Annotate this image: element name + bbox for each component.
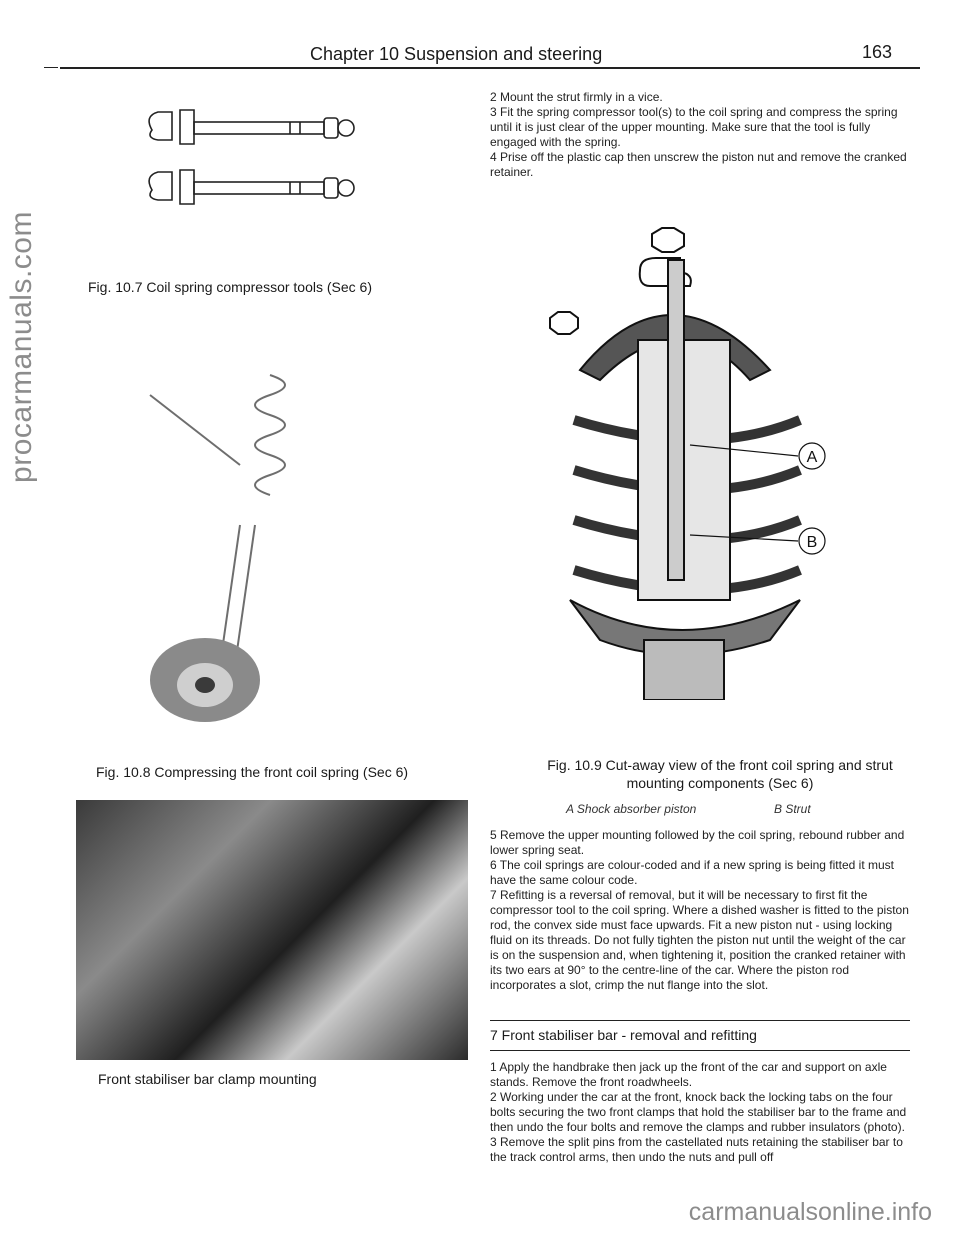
fig-10-8-caption: Fig. 10.8 Compressing the front coil spring (Sec 6) <box>96 764 409 780</box>
steps-top <box>490 90 910 180</box>
legend-a: A Shock absorber piston <box>566 802 697 816</box>
paragraph: 1 Apply the handbrake then jack up the front of the car and support on axle stands. Remove the front roadwheels. <box>490 1060 887 1089</box>
paragraph: 3 Remove the split pins from the castellated nuts retaining the stabiliser bar to the track control arms, then undo the nuts and pull off <box>490 1135 903 1164</box>
bottom-watermark: carmanualsonline.info <box>688 1198 932 1226</box>
paragraph: 4 Prise off the plastic cap then unscrew the piston nut and remove the cranked retainer. <box>490 150 907 179</box>
chapter-title: Chapter 10 Suspension and steering <box>310 44 603 64</box>
section-rule-bottom <box>490 1050 910 1051</box>
paragraph: 5 Remove the upper mounting followed by the coil spring, rebound rubber and lower spring seat. <box>490 828 905 857</box>
fig-10-10-caption: Front stabiliser bar clamp mounting <box>98 1071 317 1087</box>
callout-b: B <box>806 534 818 551</box>
paragraph: 7 Refitting is a reversal of removal, but it will be necessary to first fit the compressor tool to the coil spring. Where a dished washer is fitted to the piston rod, the convex side must face upwards. Fit a new piston nut - using locking fluid on its threads. Do not fully tighten the piston nut until the weight of the car is on the suspension and, when tightening it, position the cranked retainer with its two ears at 90° to the centre-line of the car. Where the piston rod incorporates a slot, crimp the nut flange into the slot. <box>490 888 909 992</box>
fig-10-9-caption: Fig. 10.9 Cut-away view of the front coil spring and strut mounting components (Sec 6) <box>547 757 893 791</box>
compressor-tools-drawing <box>140 100 380 220</box>
callout-a: A <box>806 449 818 466</box>
paragraph: 2 Mount the strut firmly in a vice. <box>490 90 663 104</box>
page-number: 163 <box>862 42 893 62</box>
section-rule-top <box>490 1020 910 1021</box>
steps-middle <box>490 828 910 993</box>
paragraph: 6 The coil springs are colour-coded and if a new spring is being fitted it must have the same colour code. <box>490 858 894 887</box>
compressing-spring-photo <box>130 345 390 735</box>
legend-b: B Strut <box>774 802 811 816</box>
header-rule <box>60 67 920 69</box>
paragraph: 2 Working under the car at the front, knock back the locking tabs on the four bolts securing the two front clamps that hold the stabiliser bar to the frame and then undo the four bolts and remove the clamps and rubber insulators (photo). <box>490 1090 907 1134</box>
steps-section-7 <box>490 1060 910 1165</box>
header-tick <box>44 67 58 68</box>
stabiliser-clamp-photo <box>76 800 468 1060</box>
fig-10-7-caption: Fig. 10.7 Coil spring compressor tools (Sec 6) <box>88 279 372 295</box>
section-7-title: 7 Front stabiliser bar - removal and refitting <box>490 1027 757 1043</box>
strut-cutaway-drawing <box>540 220 880 700</box>
side-watermark: procarmanuals.com <box>5 211 38 483</box>
paragraph: 3 Fit the spring compressor tool(s) to the coil spring and compress the spring until it is just clear of the upper mounting. Make sure that the tool is fully engaged with the spring. <box>490 105 898 149</box>
